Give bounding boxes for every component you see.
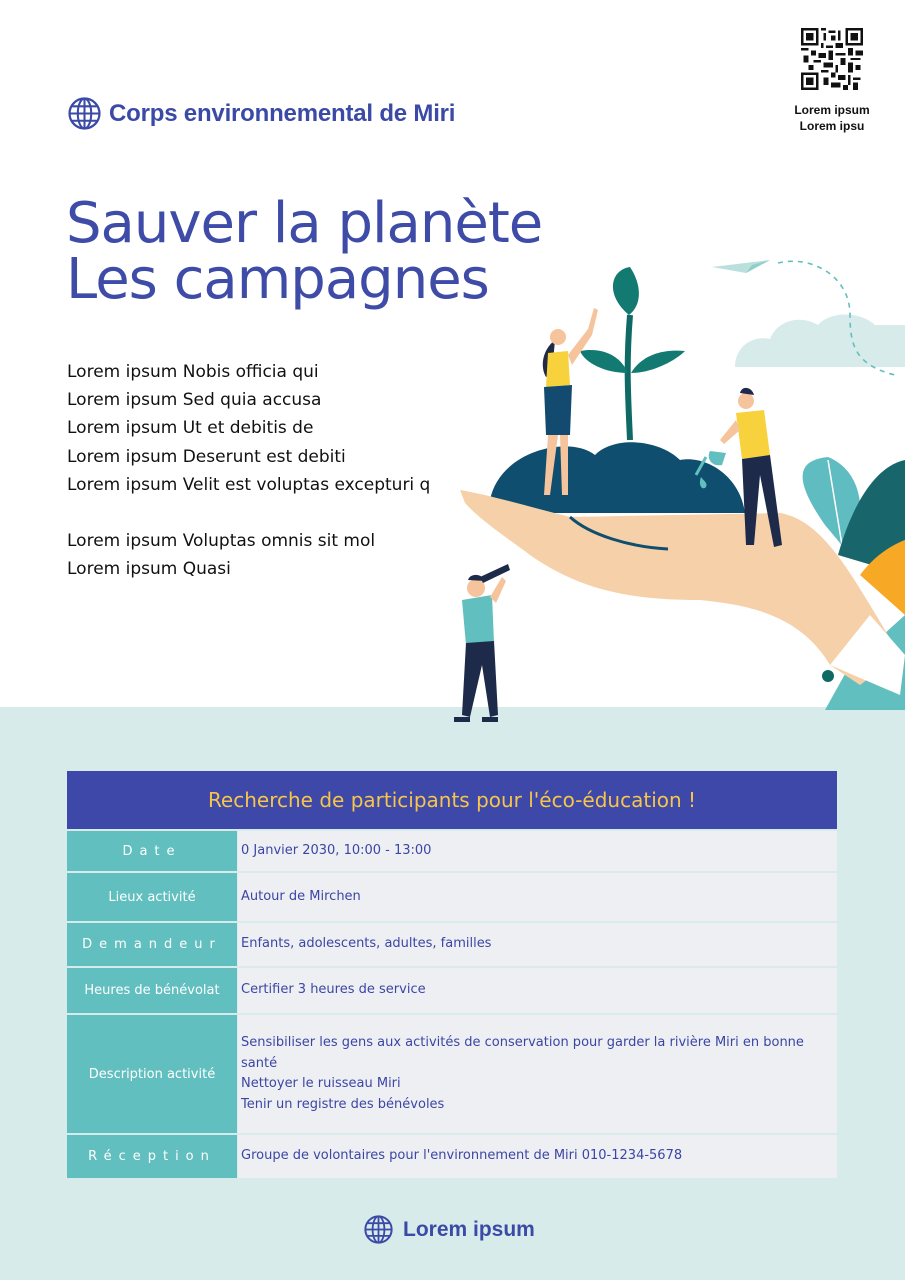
qr-caption-1: Lorem ipsum <box>794 103 870 117</box>
globe-icon <box>68 97 101 130</box>
intro-line: Lorem ipsum Sed quia accusa <box>67 390 322 411</box>
title-line-1: Sauver la planète <box>66 191 543 256</box>
row-value <box>237 923 837 966</box>
intro-line: Lorem ipsum Quasi <box>67 559 231 580</box>
row-value <box>237 831 837 871</box>
table-row <box>67 1133 837 1178</box>
row-label: Lieux activité <box>67 873 237 921</box>
intro-line: Lorem ipsum Nobis officia qui <box>67 362 319 382</box>
row-value <box>237 968 837 1013</box>
value-line: Nettoyer le ruisseau Miri <box>241 1076 401 1091</box>
hand-plant-illustration <box>430 255 905 735</box>
value-line: Certifier 3 heures de service <box>241 982 426 998</box>
table-row <box>67 921 837 966</box>
value-line: 0 Janvier 2030, 10:00 - 13:00 <box>241 842 432 858</box>
value-line: Enfants, adolescents, adultes, familles <box>241 936 492 952</box>
qr-caption-2: Lorem ipsu <box>799 119 865 133</box>
row-label: Description activité <box>67 1015 237 1133</box>
row-value <box>237 1135 837 1178</box>
title-line-2: Les campagnes <box>66 247 489 312</box>
footer-text: Lorem ipsum <box>403 1217 535 1241</box>
table-row <box>67 1013 837 1133</box>
intro-line: Lorem ipsum Ut et debitis de <box>67 418 314 439</box>
intro-line: Lorem ipsum Deserunt est debiti <box>67 446 346 467</box>
table-row <box>67 871 837 921</box>
table-row <box>67 966 837 1013</box>
value-line: Groupe de volontaires pour l'environnement de Miri 010-1234-5678 <box>241 1148 683 1164</box>
qr-block <box>786 28 878 134</box>
row-value <box>237 873 837 921</box>
intro-line: Lorem ipsum Velit est voluptas excepturi q <box>67 474 431 495</box>
value-line: Autour de Mirchen <box>241 888 361 904</box>
intro-text <box>67 358 430 583</box>
intro-line: Lorem ipsum Voluptas omnis sit mol <box>67 531 376 552</box>
value-line: Tenir un registre des bénévoles <box>241 1096 445 1112</box>
org-name: Corps environnemental de Miri <box>109 99 456 127</box>
globe-icon <box>364 1215 393 1244</box>
table-row <box>67 829 837 871</box>
table-heading: Recherche de participants pour l'éco-éducation ! <box>67 771 837 829</box>
value-line: Sensibiliser les gens aux activités de conservation pour garder la rivière Miri en bonne santé <box>241 1035 804 1071</box>
row-label: Heures de bénévolat <box>67 968 237 1013</box>
row-label: Réception <box>67 1135 237 1178</box>
spacer <box>67 499 430 527</box>
row-label: Date <box>67 831 237 871</box>
row-label: Demandeur <box>67 923 237 966</box>
qr-code-icon <box>801 28 863 90</box>
row-value <box>237 1015 837 1133</box>
info-table <box>67 771 837 1178</box>
footer <box>364 1215 535 1244</box>
org-header <box>68 97 455 130</box>
